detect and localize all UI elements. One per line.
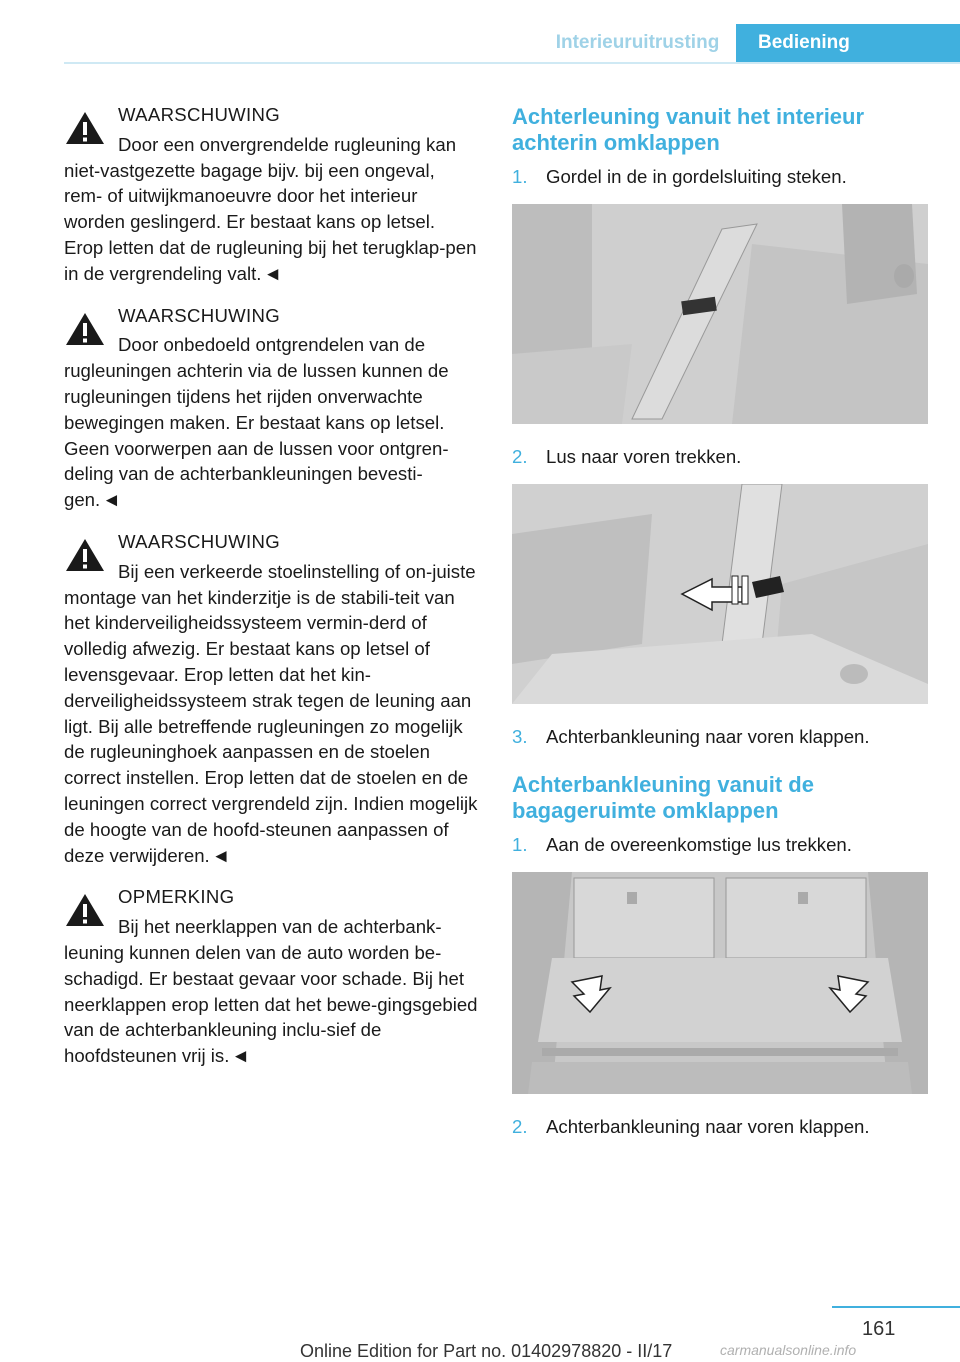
photo-cargo-area [512, 872, 928, 1094]
notice-title: OPMERKING [118, 886, 235, 908]
header-section-label: Interieuruitrusting [555, 32, 720, 53]
warning-text: Bij een verkeerde stoelinstelling of on-juiste montage van het kinderzitje is de stabili-teit van het kinderveiligheidssysteem vermin-derd of volledig afwezig. Er bestaat kans op letsel of levensgevaar. Erop letten dat het kin-derveiligheidssysteem strak tegen de leuning aan ligt. Bij alle betreffende rugleuningen zo mogelijk de rugleuninghoek aanpassen en de stoelen correct instellen. Erop letten dat de stoelen en de leuningen correct vergrendeld zijn. Indien mogelijk de hoogte van de hoofd-steunen aanpassen of deze verwijderen. [64, 560, 478, 866]
warning-title: WAARSCHUWING [118, 530, 280, 552]
warning-block [64, 102, 478, 287]
end-mark: ◄ [263, 262, 282, 284]
step-item [512, 724, 928, 750]
step-number: 1. [512, 834, 528, 855]
end-mark: ◄ [211, 844, 231, 866]
warnings-column [64, 100, 478, 1085]
step-item [512, 444, 928, 470]
step-item [512, 164, 928, 190]
step-number: 2. [512, 446, 528, 467]
step-text: Achterbankleuning naar voren klappen. [546, 726, 870, 747]
end-mark: ◄ [231, 1045, 250, 1067]
end-mark: ◄ [102, 489, 121, 511]
header-chapter-tab: Bediening [736, 24, 960, 62]
warning-block [64, 303, 478, 513]
instructions-column [512, 100, 928, 1154]
warning-title: WAARSCHUWING [118, 104, 280, 125]
warning-triangle-icon [64, 537, 106, 573]
header-divider [64, 62, 960, 64]
footer-divider [832, 1306, 960, 1308]
step-text: Gordel in de in gordelsluiting steken. [546, 166, 847, 187]
page-number: 161 [862, 1318, 896, 1340]
warning-title: WAARSCHUWING [118, 304, 280, 326]
step-number: 2. [512, 1116, 528, 1137]
edition-footer: Online Edition for Part no. 01402978820 - II/17 [300, 1341, 673, 1361]
photo-release-loop [512, 484, 928, 704]
step-text: Lus naar voren trekken. [546, 446, 742, 467]
step-item [512, 1114, 928, 1140]
warning-triangle-icon [64, 892, 106, 928]
step-text: Aan de overeenkomstige lus trekken. [546, 834, 852, 855]
section-heading-cargo: Achterbankleuning vanuit de bagageruimte omklappen [512, 772, 814, 823]
notice-text: Bij het neerklappen van de achterbank-leuning kunnen delen van de auto worden be-schadigd. Er bestaat gevaar voor schade. Bij het neerklappen erop letten dat het bewe-gingsgebied van de achterbankleuning inclu-sief de hoofdsteunen vrij is. [64, 916, 478, 1067]
warning-text: Door onbedoeld ontgrendelen van de rugleuningen achterin via de lussen kunnen de rugleuningen tijdens het rijden onverwachte bewegingen maken. Er bestaat kans op letsel. Geen voorwerpen aan de lussen voor ontgren-deling van de achterbankleuningen bevesti-gen. [64, 334, 449, 511]
photo-seatbelt-buckle [512, 204, 928, 424]
warning-triangle-icon [64, 311, 106, 347]
step-number: 1. [512, 166, 528, 187]
warning-block [64, 529, 478, 868]
watermark: carmanualsonline.info [720, 1342, 857, 1358]
notice-block [64, 884, 478, 1069]
warning-triangle-icon [64, 110, 106, 146]
warning-text: Door een onvergrendelde rugleuning kan niet-vastgezette bagage bijv. bij een ongeval, rem- of uitwijkmanoeuvre door het interieur worden geslingerd. Er bestaat kans op letsel. Erop letten dat de rugleuning bij het terugklap-pen in de vergrendeling valt. [64, 133, 477, 284]
step-text: Achterbankleuning naar voren klappen. [546, 1116, 870, 1137]
step-number: 3. [512, 726, 528, 747]
section-heading-interior: Achterleuning vanuit het interieur achterin omklappen [512, 104, 865, 155]
step-item [512, 832, 928, 858]
